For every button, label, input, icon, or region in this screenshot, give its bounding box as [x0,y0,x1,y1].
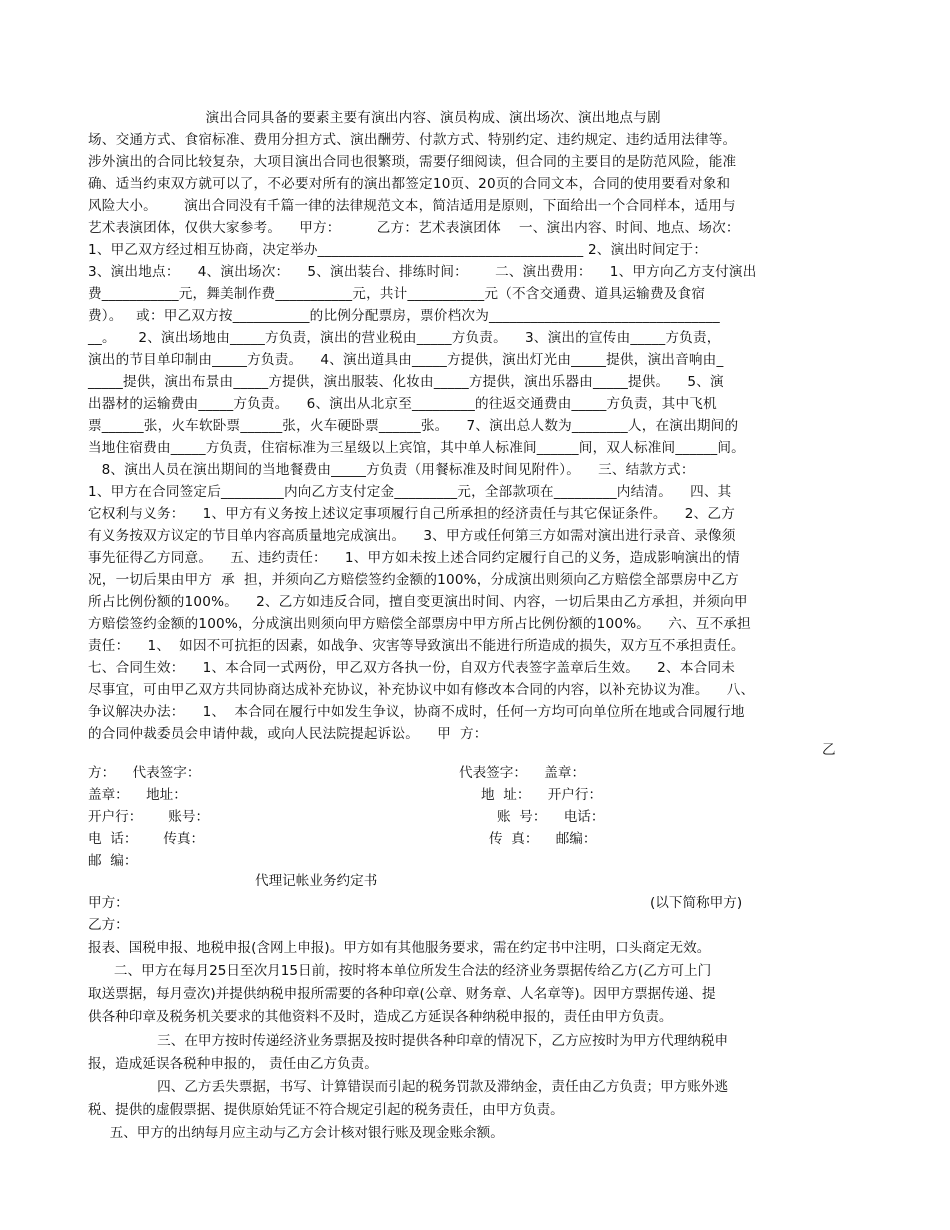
agreement-text-line: 四、乙方丢失票据，书写、计算错误而引起的税务罚款及滞纳金，责任由乙方负责；甲方账外逃 [88,1079,729,1095]
contract-text-line: 况，一切后果由甲方 承 担，并须向乙方赔偿签约金额的100%，分成演出则须向乙方赔偿全部票房中乙方 [88,572,739,588]
contract-text-line: 费___________元，舞美制作费___________元，共计___________元（不含交通费、道具运输费及食宿 [88,286,706,302]
party-b-label-fragment: 乙 [822,742,836,758]
sig-left-phone: 电 话： 传真： [88,831,205,847]
contract-text-line: 争议解决办法： 1、 本合同在履行中如发生争议，协商不成时，任何一方均可向单位所在地或合同履行地 [88,704,745,720]
contract-text-line: 艺术表演团体，仅供大家参考。 甲方： 乙方：艺术表演团体 一、演出内容、时间、地点、场次： [88,220,740,236]
agreement-party-a-note: (以下简称甲方) [650,895,743,911]
contract-text-line: 有义务按双方议定的节目单内容高质量地完成演出。 3、甲方或任何第三方如需对演出进行录音、录像须 [88,528,736,544]
agreement-party-a: 甲方： [88,895,129,911]
contract-text-line: 方赔偿签约金额的100%，分成演出则须向甲方赔偿全部票房中甲方所占比例份额的100%。 六、互不承担 [88,616,751,632]
contract-text-line: 1、甲乙双方经过相互协商，决定举办______________________________________ 2、演出时间定于： [88,242,708,258]
contract-text-line: 当地住宿费由_____方负责，住宿标准为三星级以上宾馆，其中单人标准间______间，双人标准间______间。 [88,440,745,456]
sig-right-bank: 账 号： 电话： [497,809,605,825]
contract-text-line: 费）。 或：甲乙双方按___________的比例分配票房，票价档次为_________________________________ [88,308,720,324]
sig-left-postcode: 邮 编： [88,853,138,869]
agreement-party-b: 乙方： [88,917,129,933]
contract-text-line: 涉外演出的合同比较复杂，大项目演出合同也很繁琐，需要仔细阅读，但合同的主要目的是防范风险，能准 [88,154,737,170]
agreement-text-line: 报，造成延误各税种申报的， 责任由乙方负责。 [88,1056,378,1072]
contract-text-line: 风险大小。 演出合同没有千篇一律的法律规范文本，简洁适用是原则，下面给出一个合同样本，适用与 [88,198,736,214]
contract-text-line: 责任： 1、 如因不可抗拒的因素，如战争、灾害等导致演出不能进行所造成的损失，双方互不承担责任。 [88,638,745,654]
agreement-title: 代理记帐业务约定书 [255,873,378,889]
contract-text-line: 事先征得乙方同意。 五、违约责任： 1、甲方如未按上述合同约定履行自己的义务，造成影响演出的情 [88,550,740,566]
agreement-text-line: 报表、国税申报、地税申报(含网上申报)。甲方如有其他服务要求，需在约定书中注明，口头商定无效。 [88,940,711,956]
agreement-text-line: 供各种印章及税务机关要求的其他资料不及时，造成乙方延误各种纳税申报的，责任由甲方负责。 [88,1009,673,1025]
contract-text-line: 它权利与义务： 1、甲方有义务按上述议定事项履行自己所承担的经济责任与其它保证条件。 2、乙方 [88,506,735,522]
contract-text-line: 确、适当约束双方就可以了，不必要对所有的演出都签定10页、20页的合同文本，合同的使用要看对象和 [88,176,731,192]
contract-text-line: 尽事宜，可由甲乙双方共同协商达成补充协议，补充协议中如有修改本合同的内容，以补充协议为准。 八、 [88,682,755,698]
contract-text-line: 出器材的运输费由_____方负责。 6、演出从北京至_________的往返交通费由_____方负责，其中飞机 [88,396,717,412]
sig-right-fax: 传 真： 邮编： [489,831,597,847]
contract-text-line: 演出的节目单印制由_____方负责。 4、演出道具由_____方提供，演出灯光由_____提供，演出音响由_ [88,352,724,368]
contract-text-line: __。 2、演出场地由_____方负责，演出的营业税由_____方负责。 3、演出的宣传由_____方负责， [88,330,721,346]
contract-text-line: 的合同仲裁委员会申请仲裁，或向人民法院提起诉讼。 甲 方： [88,726,488,742]
contract-text-line: _____提供，演出布景由_____方提供，演出服装、化妆由_____方提供，演出乐器由_____提供。 5、演 [88,374,724,390]
sig-left-bank: 开户行： 账号： [88,809,210,825]
agreement-text-line: 三、在甲方按时传递经济业务票据及按时提供各种印章的情况下，乙方应按时为甲方代理纳税申 [88,1033,729,1049]
contract-text-line: 票______张，火车软卧票______张，火车硬卧票______张。 7、演出总人数为________人，在演出期间的 [88,418,739,434]
contract-text-line: 七、合同生效： 1、本合同一式两份，甲乙双方各执一份，自双方代表签字盖章后生效。 2、本合同未 [88,660,735,676]
contract-text-line: 场、交通方式、食宿标准、费用分担方式、演出酬劳、付款方式、特别约定、违约规定、违约适用法律等。 [88,132,737,148]
sig-right-address: 地 址： 开户行： [481,787,603,803]
agreement-text-line: 税、提供的虚假票据、提供原始凭证不符合规定引起的税务责任，由甲方负责。 [88,1102,564,1118]
sig-left-representative: 方： 代表签字： [88,765,201,781]
contract-text-line: 所占比例份额的100%。 2、乙方如违反合同，擅自变更演出时间、内容，一切后果由乙方承担，并须向甲 [88,594,748,610]
sig-left-address: 盖章： 地址： [88,787,187,803]
sig-right-representative: 代表签字： 盖章： [459,765,586,781]
contract-text-line: 3、演出地点： 4、演出场次： 5、演出装台、排练时间： 二、演出费用： 1、甲方向乙方支付演出 [88,264,757,280]
agreement-text-line: 二、甲方在每月25日至次月15日前，按时将本单位所发生合法的经济业务票据传给乙方(乙方可上门 [88,963,712,979]
agreement-text-line: 取送票据，每月壹次)并提供纳税申报所需要的各种印章(公章、财务章、人名章等)。因甲方票据传递、提 [88,986,716,1002]
agreement-text-line: 五、甲方的出纳每月应主动与乙方会计核对银行账及现金账余额。 [88,1125,504,1141]
contract-text-line: 8、演出人员在演出期间的当地餐费由_____方负责（用餐标准及时间见附件）。 三、结款方式： [88,462,695,478]
contract-text-line: 1、甲方在合同签定后_________内向乙方支付定金_________元，全部款项在_________内结清。 四、其 [88,484,732,500]
contract-text-line: 演出合同具备的要素主要有演出内容、演员构成、演出场次、演出地点与剧 [88,110,661,126]
